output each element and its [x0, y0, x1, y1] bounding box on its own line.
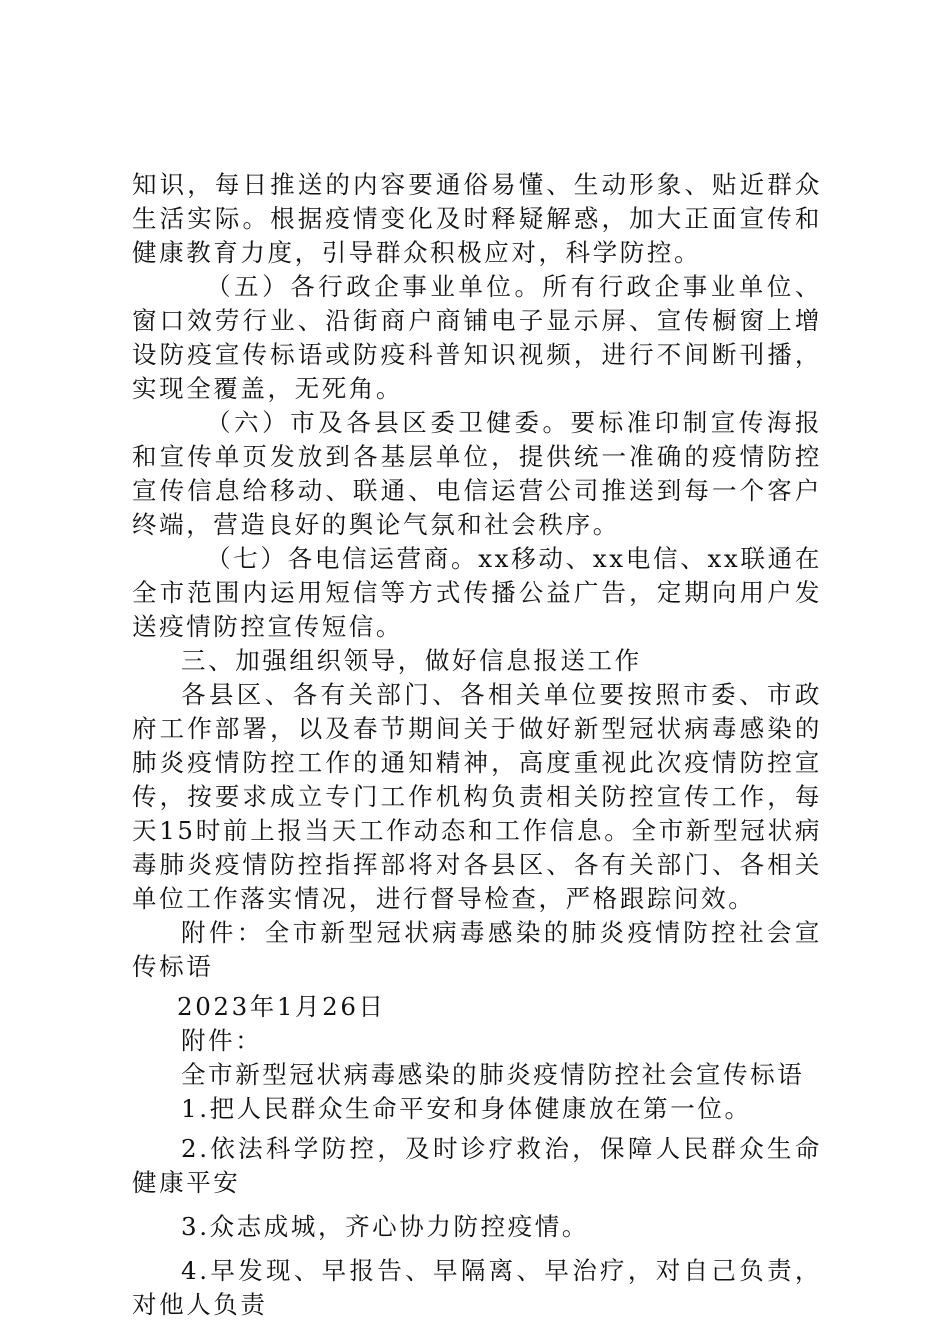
section-heading-three: 三、加强组织领导，做好信息报送工作 — [181, 646, 642, 675]
slogan-item-4: 4.早发现、早报告、早隔离、早治疗，对自己负责，对他人负责 — [132, 1256, 822, 1319]
paragraph-item-seven: （七）各电信运营商。xx移动、xx电信、xx联通在全市范围内运用短信等方式传播公益广告，定期向用户发送疫情防控宣传短信。 — [132, 544, 822, 641]
attachment-label: 附件： — [181, 1026, 263, 1055]
slogan-item-3: 3.众志成城，齐心协力防控疫情。 — [181, 1212, 589, 1241]
attachment-reference: 附件：全市新型冠状病毒感染的肺炎疫情防控社会宣传标语 — [132, 918, 822, 981]
attachment-title: 全市新型冠状病毒感染的肺炎疫情防控社会宣传标语 — [181, 1060, 805, 1089]
document-body — [132, 168, 822, 1322]
document-date: 2023年1月26日 — [177, 992, 386, 1021]
slogan-item-1: 1.把人民群众生命平安和身体健康放在第一位。 — [181, 1094, 752, 1123]
paragraph-continued-knowledge: 知识，每日推送的内容要通俗易懂、生动形象、贴近群众生活实际。根据疫情变化及时释疑解惑，加大正面宣传和健康教育力度，引导群众积极应对，科学防控。 — [132, 170, 822, 267]
paragraph-item-five: （五）各行政企事业单位。所有行政企事业单位、窗口效劳行业、沿街商户商铺电子显示屏、宣传橱窗上增设防疫宣传标语或防疫科普知识视频，进行不间断刊播，实现全覆盖，无死角。 — [132, 272, 822, 403]
paragraph-item-six: （六）市及各县区委卫健委。要标准印制宣传海报和宣传单页发放到各基层单位，提供统一准确的疫情防控宣传信息给移动、联通、电信运营公司推送到每一个客户终端，营造良好的舆论气氛和社会秩序。 — [132, 408, 822, 539]
slogan-item-2: 2.依法科学防控，及时诊疗救治，保障人民群众生命健康平安 — [132, 1134, 822, 1197]
paragraph-organization: 各县区、各有关部门、各相关单位要按照市委、市政府工作部署，以及春节期间关于做好新型冠状病毒感染的肺炎疫情防控工作的通知精神，高度重视此次疫情防控宣传，按要求成立专门工作机构负责相关防控宣传工作，每天15时前上报当天工作动态和工作信息。全市新型冠状病毒肺炎疫情防控指挥部将对各县区、各有关部门、各相关单位工作落实情况，进行督导检查，严格跟踪问效。 — [132, 680, 822, 913]
